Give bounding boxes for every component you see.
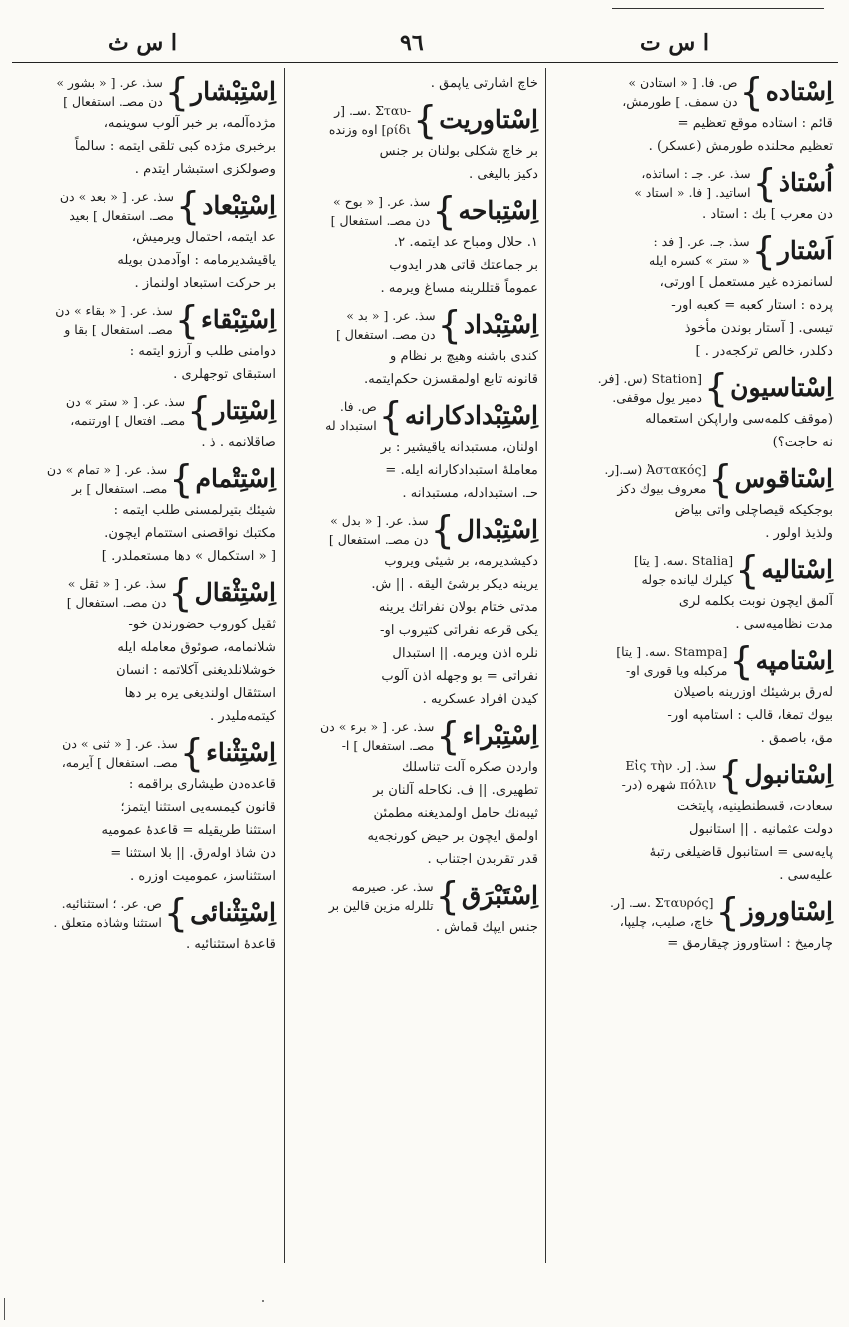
etymology-line: مصـ. استفعال ] بعید — [69, 208, 175, 223]
definition-line: سعادت، قسطنطینیه، پایتخت — [676, 799, 833, 814]
entry-head — [18, 72, 276, 112]
headword: اِسْتامپه — [755, 646, 833, 675]
etymology-line: دن سمف. ] طورمش، — [622, 94, 738, 109]
etymology-block — [331, 192, 431, 230]
definition-line: شیئك بتیرلمسنی طلب ایتمه : — [113, 503, 276, 518]
definition-line: دکلدر، خالص ترکجه‌در . ] — [695, 344, 833, 359]
etymology-line: سذ. عر. [ « تمام » دن — [46, 462, 168, 477]
headword: اَسْتار — [777, 236, 833, 265]
brace-glyph: } — [703, 366, 729, 410]
etymology-line: ص. فا. [ « استادن » — [628, 75, 738, 90]
etymology-block — [634, 164, 750, 202]
etymology-block — [53, 894, 161, 932]
etymology-line: [Stampa .سه. [ یتا] — [616, 644, 728, 659]
etymology-line: سذ. عر. [ « ستر » دن — [65, 394, 186, 409]
definition-line: ولذیذ اولور . — [765, 526, 833, 541]
dictionary-entry — [18, 733, 276, 888]
etymology-line: « ستر » کسره ایله — [649, 253, 750, 268]
brace-glyph: } — [708, 457, 733, 501]
etymology-line: سذ. جـ. عر. [ فد : — [653, 234, 750, 249]
entry-head — [555, 459, 833, 499]
dictionary-entry — [555, 72, 833, 158]
etymology-line: معروف بیوك دکز — [617, 481, 707, 496]
etymology-line: ص. فا. — [339, 399, 377, 414]
definition-line: [ « استکمال » دها مستعملدر. ] — [101, 549, 276, 564]
headword: اِسْتاده — [765, 77, 833, 106]
headword: اِسْتِبْقاء — [201, 305, 276, 334]
brace-glyph: } — [718, 753, 743, 797]
etymology-block — [329, 877, 434, 915]
etymology-line: سذ. عر. [ « بعد » دن — [59, 189, 175, 204]
headword: اِسْتِبْدال — [456, 515, 538, 544]
etymology-block — [604, 460, 706, 498]
headword: اِسْتِتار — [213, 396, 276, 425]
brace-glyph: } — [164, 70, 190, 114]
dictionary-entry — [18, 300, 276, 386]
brace-glyph: } — [378, 394, 403, 438]
etymology-block — [47, 460, 167, 498]
header-left-letters: ا س ث — [108, 30, 177, 56]
dictionary-entry — [18, 391, 276, 454]
dictionary-entry — [292, 396, 538, 505]
dictionary-entry — [292, 191, 538, 300]
dictionary-entry — [555, 550, 833, 636]
entry-head — [292, 396, 538, 436]
entry-head — [555, 72, 833, 112]
etymology-line: دن مصـ. استفعال ] — [63, 94, 163, 109]
etymology-line: سذ. عر. [ « ثقل » — [67, 576, 167, 591]
definition-line: صاقلانمه . ذ . — [201, 435, 276, 450]
definition-line: کیتمه‌ملیدر . — [209, 709, 276, 724]
headword: اِسْتِتْمام — [195, 464, 276, 493]
definition-line: بر خاچ شکلی بولنان بر جنس — [379, 144, 538, 159]
definition-line: خاچ اشارتی یاپمق . — [430, 76, 538, 91]
etymology-line: سذ. عر. جـ : اساتذه، — [641, 166, 751, 181]
definition-line: دن معرب ] بك : استاد . — [702, 207, 833, 222]
definition-line: اولمق ایچون بر حیض کورنجه‌یه — [367, 829, 538, 844]
definition-line: جنس ایپك قماش . — [435, 920, 538, 935]
etymology-line: اساتید. [ فا. « استاد » — [634, 185, 751, 200]
definition-line: بیوك تمغا، قالب : استامپه اور- — [667, 708, 833, 723]
definition-line: دکیز بالیغی . — [468, 167, 538, 182]
etymology-line: سذ. [ر. Εἰς τὴν — [625, 758, 717, 773]
dictionary-entry — [292, 100, 538, 186]
column-left — [12, 68, 282, 1263]
etymology-block — [336, 306, 436, 344]
etymology-line: سذ. عر. [ « بوح » — [332, 194, 431, 209]
brace-glyph: } — [169, 457, 194, 501]
etymology-block — [55, 301, 173, 339]
dictionary-entry — [18, 72, 276, 181]
top-rule — [612, 8, 824, 9]
headword: اِسْتِثْناء — [206, 738, 276, 767]
dictionary-entry — [292, 876, 538, 939]
definition-line: اولنان، مستبدانه یاقیشیر : بر — [380, 440, 538, 455]
definition-line: ثیبه‌نك حامل اولمدیغنه مطمئن — [373, 806, 538, 821]
brace-glyph: } — [168, 571, 193, 615]
definition-line: استثقال اولندیغی یره بر دها — [124, 686, 276, 701]
entry-head — [555, 231, 833, 271]
definition-line: قدر تقربدن اجتناب . — [427, 852, 538, 867]
etymology-line: -Σταυ .سـ. [ر — [334, 103, 412, 118]
etymology-line: کیلرك لیانده جوله — [641, 572, 734, 587]
entry-head — [555, 641, 833, 681]
brace-glyph: } — [729, 639, 754, 683]
entry-head — [292, 191, 538, 231]
definition-line: تطهیری. || ف. نکاحله آلنان بر — [373, 783, 538, 798]
entry-head — [18, 391, 276, 431]
etymology-block — [60, 187, 174, 225]
brace-glyph: } — [751, 229, 776, 273]
headword: اِسْتِثْقال — [194, 578, 276, 607]
page-number: ٩٦ — [400, 30, 424, 56]
brace-glyph: } — [437, 303, 462, 347]
entry-head — [555, 550, 833, 590]
headword: اِسْتِباحه — [458, 196, 538, 225]
definition-line: مژده‌آلمه، بر خبر آلوب سوینمه، — [103, 116, 276, 131]
brace-glyph: } — [735, 548, 760, 592]
entry-head — [292, 876, 538, 916]
definition-line: حـ. استبدادله، مستبدانه . — [402, 486, 538, 501]
brace-glyph: } — [752, 161, 777, 205]
definition-line: مق، باصمق . — [760, 731, 833, 746]
etymology-block — [56, 73, 163, 111]
definition-line: عموماً قتللرینه مساغ ویرمه . — [380, 281, 538, 296]
headword: اِسْتاقوس — [734, 464, 833, 493]
etymology-line: سذ. عر. [ « ثنی » دن — [62, 736, 178, 751]
entry-head — [555, 163, 833, 203]
definition-line: واردن صکره آلت تناسلك — [401, 760, 538, 775]
etymology-line: [Station (س. [فر. — [597, 371, 702, 386]
entry-head — [555, 892, 833, 932]
definition-line: نلره اذن ویرمه. || استبدال — [392, 646, 538, 661]
column-divider — [545, 68, 546, 1263]
column-divider — [284, 68, 285, 1263]
definition-line: شلانمامه، صوئوق معامله ایله — [117, 640, 276, 655]
etymology-block — [320, 717, 434, 755]
headword: اِسْتِبْعاد — [202, 191, 276, 220]
definition-line: چارمیخ : استاوروز چیقارمق = — [667, 936, 833, 951]
definition-line: دکیشدیرمه، بر شیئی ویروب — [384, 554, 538, 569]
definition-line: مدتی ختام بولان نفراتك یرینه — [378, 600, 538, 615]
dictionary-entry — [555, 231, 833, 363]
etymology-line: مصـ. استفعال ] بر — [71, 481, 168, 496]
dictionary-entry — [292, 305, 538, 391]
etymology-line: ρίδι] اوه وزنده — [328, 122, 412, 137]
etymology-line: دن مصـ. استفعال ] — [330, 213, 431, 228]
headword: اِسْتاسیون — [730, 373, 833, 402]
etymology-block — [62, 734, 178, 772]
entry-head — [18, 733, 276, 773]
etymology-block — [622, 73, 737, 111]
etymology-line: مصـ. استفعال ] بقا و — [64, 322, 173, 337]
etymology-block — [67, 574, 167, 612]
header-rule — [12, 62, 838, 63]
etymology-line: سذ. عر. [ « بد » — [346, 308, 436, 323]
etymology-line: سذ. عر. [ « بقاء » دن — [55, 303, 173, 318]
etymology-line: مصـ. استفعال ] ا- — [341, 738, 435, 753]
etymology-block — [616, 642, 727, 680]
brace-glyph: } — [179, 731, 205, 775]
headword: اِسْتاوروز — [741, 897, 833, 926]
entry-head — [292, 100, 538, 140]
entry-head — [555, 755, 833, 795]
definition-line: دولت عثمانیه . || استانبول — [688, 822, 833, 837]
dictionary-entry — [292, 72, 538, 95]
headword: اِسْتالیه — [761, 555, 833, 584]
dictionary-entry — [555, 459, 833, 545]
etymology-line: ص. عر. ؛ استثنائیه. — [61, 896, 162, 911]
column-right — [549, 68, 839, 1263]
etymology-block — [325, 397, 377, 435]
page-edge-mark — [4, 1298, 5, 1320]
definition-line: تعظیم محلنده طورمش (عسکر) . — [648, 139, 833, 154]
definition-line: قانونه تابع اولمقسزن حکم‌ایتمه. — [364, 372, 538, 387]
definition-line: مدت نظامیه‌سی . — [735, 617, 833, 632]
definition-line: بر جماعتك قاتی هدر ایدوب — [389, 258, 538, 273]
brace-glyph: } — [436, 714, 461, 758]
definition-line: استبقای توجهلری . — [173, 367, 276, 382]
headword: اِسْتِبْراء — [462, 721, 538, 750]
etymology-block — [329, 101, 411, 139]
definition-line: خوشلانلدیغنی آکلاتمه : انسان — [116, 663, 276, 678]
brace-glyph: } — [174, 298, 199, 342]
brace-glyph: } — [163, 891, 189, 935]
header-right-letters: ا س ت — [640, 30, 709, 56]
dictionary-entry — [555, 163, 833, 226]
entry-head — [18, 459, 276, 499]
etymology-line: [Stalia .سه. [ یتا] — [633, 553, 734, 568]
etymology-line: [Σταυρός .سـ. [ر. — [609, 895, 714, 910]
etymology-line: سذ. عر. [ « برء » دن — [319, 719, 435, 734]
definition-line: عد ایتمه، احتمال ویرمیش، — [131, 230, 276, 245]
definition-line: دن شاذ اوله‌رق. || بلا استثنا = — [110, 846, 276, 861]
etymology-line: دن مصـ. استفعال ] — [328, 532, 429, 547]
brace-glyph: } — [432, 189, 457, 233]
headword: اِسْتِبْشار — [191, 77, 276, 106]
etymology-line: دن مصـ. استفعال ] — [335, 327, 436, 342]
etymology-line: استثنا وشاذه متعلق . — [53, 915, 162, 930]
definition-line: لسانمزده غیر مستعمل ] اورتی، — [659, 275, 833, 290]
etymology-line: مصـ. افتعال ] اورتنمه، — [70, 413, 186, 428]
dictionary-entry — [555, 892, 833, 955]
etymology-line: دن مصـ. استفعال ] — [66, 595, 167, 610]
etymology-block — [66, 392, 185, 430]
dictionary-entry — [555, 755, 833, 887]
definition-line: قاعدهٔ استثنائیه . — [186, 937, 276, 952]
dictionary-entry — [18, 186, 276, 295]
column-middle — [286, 68, 544, 1263]
headword: اِسْتِبْداد — [463, 310, 538, 339]
ink-dot — [262, 1300, 264, 1302]
brace-glyph: } — [430, 508, 455, 552]
etymology-line: تللرله مزین قالین بر — [328, 898, 434, 913]
entry-head — [292, 716, 538, 756]
definition-line: مکتبك نواقصنی استتمام ایچون. — [104, 526, 276, 541]
definition-line: پایه‌سی = استانبول قاضیلغی رتبهٔ — [649, 845, 833, 860]
definition-line: بر حرکت استبعاد اولنماز . — [134, 276, 276, 291]
definition-line: علیه‌سی . — [779, 868, 833, 883]
headword: اِسْتَبْرَق — [461, 881, 538, 910]
definition-line: قاعده‌دن طیشاری براقمه : — [128, 777, 276, 792]
etymology-block — [634, 551, 733, 589]
definition-line: معامله‌ٔ استبدادکارانه ایله. = — [385, 463, 538, 478]
etymology-line: πόλιν شهره (در- — [621, 777, 717, 792]
entry-head — [18, 300, 276, 340]
brace-glyph: } — [435, 874, 460, 918]
etymology-block — [598, 369, 702, 407]
etymology-line: خاچ، صلیب، چلیپا، — [619, 914, 714, 929]
etymology-line: دمیر یول موقفی. — [612, 390, 702, 405]
dictionary-entry — [555, 641, 833, 750]
etymology-block — [622, 756, 717, 794]
dictionary-entry — [18, 893, 276, 956]
headword: اِسْتِثْنائی — [190, 898, 276, 927]
definition-line: تیسی. [ آستار بوندن مأخوذ — [684, 321, 833, 336]
dictionary-entry — [18, 459, 276, 568]
dictionary-entry — [292, 716, 538, 871]
etymology-block — [610, 893, 713, 931]
definition-line: کیدن افراد عسکریه . — [422, 692, 538, 707]
headword: اُسْتاذ — [778, 168, 833, 197]
definition-line: یرینه دیکر برشیٔ الیقه . || ش. — [371, 577, 538, 592]
definition-line: دوامنی طلب و آرزو ایتمه : — [129, 344, 276, 359]
definition-line: ثقیل کوروب حضورندن خو- — [128, 617, 276, 632]
etymology-line: سذ. عر. صیرمه — [351, 879, 434, 894]
definition-line: ١. حلال ومباح عد ایتمه. ٢. — [393, 235, 538, 250]
entry-head — [18, 186, 276, 226]
definition-line: استثنا طریقیله = قاعدهٔ عمومیه — [101, 823, 276, 838]
definition-line: پرده : استار کعبه = کعبه اور- — [671, 298, 833, 313]
headword: اِسْتانبول — [744, 760, 833, 789]
definition-line: (موقف کلمه‌سی واراپکن استعماله — [645, 412, 833, 427]
etymology-block — [649, 232, 750, 270]
entry-head — [18, 573, 276, 613]
definition-line: آلمق ایچون نوبت بکلمه لری — [678, 594, 833, 609]
definition-line: وصولکزی استبشار ایتدم . — [134, 162, 276, 177]
definition-line: یاقیشدیرمامه : اوآدمدن بویله — [117, 253, 276, 268]
dictionary-entry — [292, 510, 538, 711]
definition-line: قانون کیمسه‌یی استثنا ایتمز؛ — [120, 800, 276, 815]
definition-line: نه حاجت؟) — [772, 435, 833, 450]
entry-head — [555, 368, 833, 408]
etymology-line: مرکبله ویا قوری او- — [626, 663, 728, 678]
definition-line: استثناسز، عمومیت اوزره . — [130, 869, 276, 884]
dictionary-entry — [18, 573, 276, 728]
etymology-line: سذ. عر. [ « بدل » — [330, 513, 429, 528]
definition-line: قائم : استاده موقع تعظیم = — [677, 116, 833, 131]
brace-glyph: } — [176, 184, 201, 228]
brace-glyph: } — [715, 890, 740, 934]
headword: اِسْتِبْدادکارانه — [404, 401, 538, 430]
etymology-block — [329, 511, 429, 549]
etymology-line: مصـ. استفعال ] آیرمه، — [61, 755, 178, 770]
dictionary-entry — [555, 368, 833, 454]
entry-head — [292, 510, 538, 550]
definition-line: نفراتی = بو وجهله اذن آلوب — [381, 669, 538, 684]
etymology-line: [Ἀστακός (سـ.[ر. — [604, 462, 707, 477]
definition-line: بوجکیکه قیصاچلی واتی بیاض — [674, 503, 833, 518]
entry-head — [292, 305, 538, 345]
definition-line: له‌رق برشیئك اوزرینه باصیلان — [673, 685, 833, 700]
definition-line: یکی قرعه نفراتی کتیروب او- — [380, 623, 538, 638]
brace-glyph: } — [739, 70, 764, 114]
definition-line: برخبری مژده کبی تلقی ایتمه : سالماً — [74, 139, 276, 154]
definition-line: کندی باشنه وهیچ بر نظام و — [389, 349, 538, 364]
headword: اِسْتاوریت — [439, 105, 538, 134]
entry-head — [18, 893, 276, 933]
brace-glyph: } — [187, 389, 212, 433]
etymology-line: سذ. عر. [ « بشور » — [56, 75, 163, 90]
etymology-line: استبداد له — [325, 418, 377, 433]
brace-glyph: } — [413, 98, 438, 142]
